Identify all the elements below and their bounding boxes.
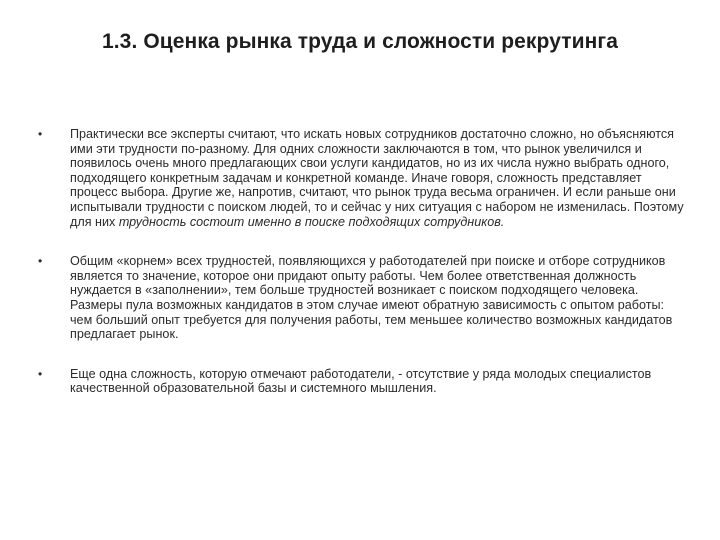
bullet-emphasis: трудность состоит именно в поиске подходящих сотрудников <box>118 214 501 229</box>
bullet-tail: . <box>500 214 505 229</box>
bullet-item-3 <box>38 367 688 396</box>
bullet-list <box>38 127 688 396</box>
bullet-item-2 <box>38 254 688 342</box>
bullet-marker: • <box>38 127 43 141</box>
bullet-item-1 <box>38 127 688 229</box>
bullet-marker: • <box>38 254 43 269</box>
bullet-text: Общим «корнем» всех трудностей, появляющихся у работодателей при поиске и отборе сотрудников является то значение, которое они придают опыту работы. Чем более ответственная должность нуждается в «заполнении», тем больше трудностей возникает с поиском подходящего человека. Размеры пула возможных кандидатов в этом случае имеют обратную зависимость с опытом работы: чем больший опыт требуется для получения работы, тем меньшее количество возможных кандидатов предлагает рынок. <box>70 254 673 342</box>
bullet-text: Еще одна сложность, которую отмечают работодатели, - отсутствие у ряда молодых специалистов качественной образовательной базы и системного мышления. <box>70 366 652 396</box>
slide-title: 1.3. Оценка рынка труда и сложности рекрутинга <box>101 30 619 53</box>
bullet-marker: • <box>38 366 43 381</box>
bullet-text: Практически все эксперты считают, что искать новых сотрудников достаточно сложно, но объясняются ими эти трудности по-разному. Для одних сложности заключаются в том, что рынок увеличился и появилось очень много предлагающих свои услуги кандидатов, но из их числа нужно выбрать одного, подходящего конкретным задачам и конкретной команде. Иначе говоря, сложность представляет процесс выбора. Другие же, напротив, считают, что рынок труда весьма ограничен. И если раньше они испытывали трудности с поиском людей, то и сейчас у них ситуация с набором не изменилась. Поэтому для них <box>70 127 684 229</box>
